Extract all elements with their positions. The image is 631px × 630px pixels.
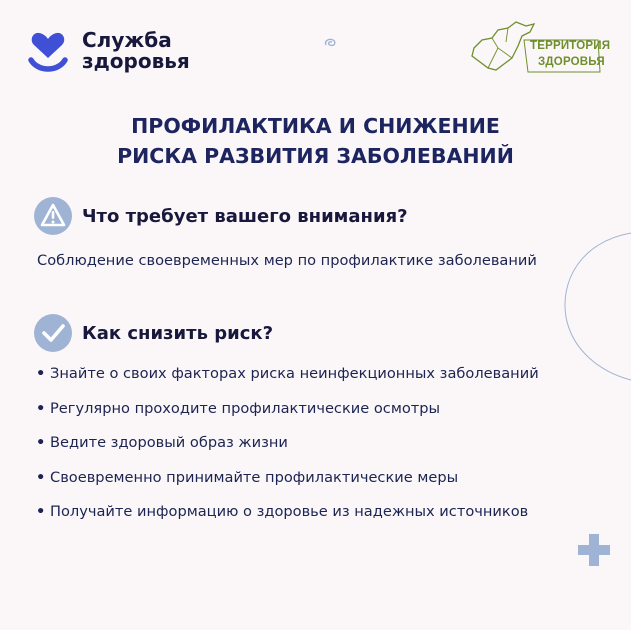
attention-heading: Что требует вашего внимания? [82,205,408,227]
logo-territoriya-zdorovya [468,18,611,78]
heart-smile-logo-icon [26,28,70,74]
plus-decoration-icon [577,533,611,567]
title-line2: РИСКА РАЗВИТИЯ ЗАБОЛЕВАНИЙ [117,144,514,168]
page-title [0,111,631,171]
bullet-icon: • [36,399,46,417]
logo-right-line1: ТЕРРИТОРИЯ [530,40,611,52]
bullet-icon: • [36,434,46,451]
risk-reduction-list [36,365,539,538]
reduce-risk-section-header [34,314,273,352]
list-item [36,503,539,538]
swirl-decoration-icon [322,36,342,50]
bullet-icon: • [36,365,46,382]
reduce-risk-heading: Как снизить риск? [82,322,274,344]
bullet-icon: • [36,503,46,520]
logo-text-line1: Служба [82,28,172,52]
list-item-text: Получайте информацию о здоровье из надежных источников [50,503,529,520]
list-item [36,400,539,435]
logo-text-line2: здоровья [82,49,190,73]
logo-sluzhba-zdorovya [26,28,190,74]
list-item-text: Знайте о своих факторах риска неинфекционных заболеваний [50,365,539,382]
list-item [36,469,539,504]
list-item-text: Регулярно проходите профилактические осмотры [50,399,441,417]
title-line1: ПРОФИЛАКТИКА И СНИЖЕНИЕ [131,114,500,138]
arc-decoration [560,232,631,382]
logo-right-line2: ЗДОРОВЬЯ [538,56,605,68]
list-item-text: Своевременно принимайте профилактические меры [50,468,459,486]
warning-icon [34,197,72,235]
list-item-text: Ведите здоровый образ жизни [50,434,288,451]
attention-section-header [34,197,408,235]
list-item [36,434,539,469]
list-item [36,365,539,400]
attention-text: Соблюдение своевременных мер по профилактике заболеваний [37,252,537,269]
check-icon [34,314,72,352]
bullet-icon: • [36,468,46,486]
